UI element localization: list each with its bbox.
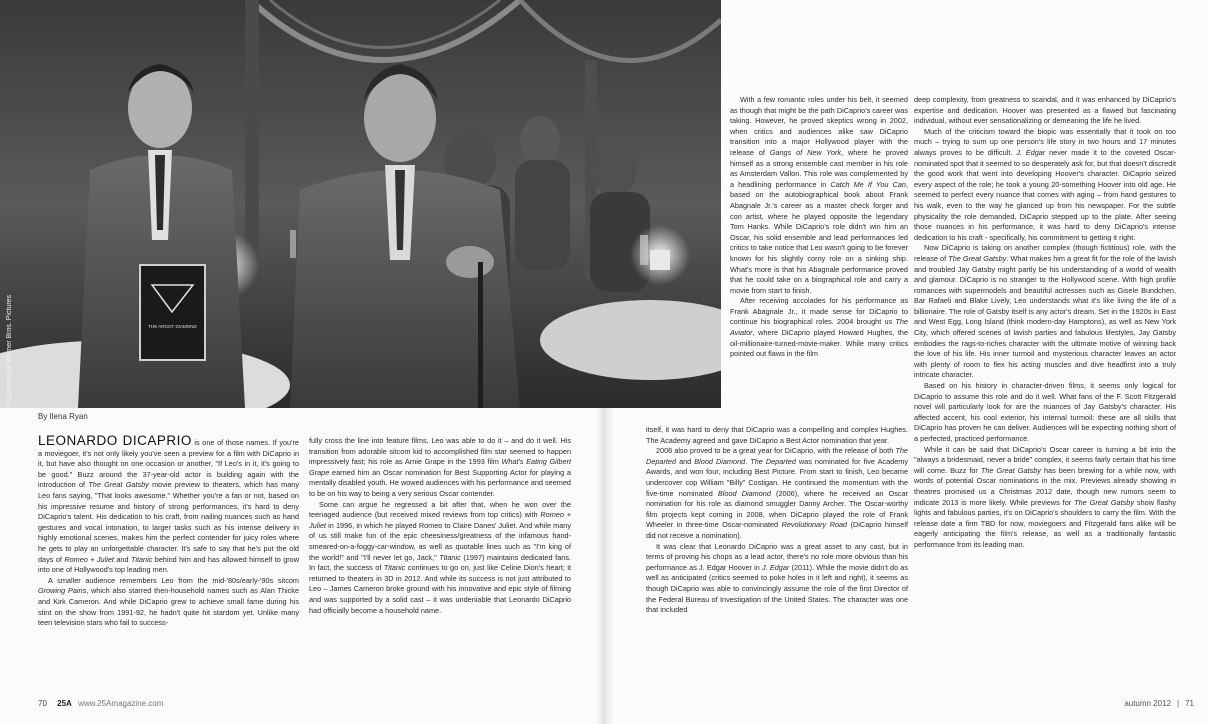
paragraph: After receiving accolades for his performance as Frank Abagnale Jr., it made sense for DiCaprio to continue his biographical roles. 2004 brought us The Aviator, where DiCaprio played Howard Hughes, the oil-millionaire-turned-movie-maker. While many critics pointed out flaws in the film: [730, 296, 908, 359]
paragraph: Much of the criticism toward the biopic was essentially that it took on too much – trying to sum up one person's life story in two hours and 17 minutes always proves to be difficult. J. Edgar never made it to the coveted Oscar-nominated spot that it seemed to so desperately ask for, but that doesn't discredit the good work that went into developing Hoover's character. DiCaprio seized every aspect of the role; he took a young 20-something Hoover into old age. He seemed to perfect every nuance that comes with aging – from hand gestures to his walk, even to the way he glanced up from his newspaper. For the subtle physicality the role demanded, DiCaprio stepped up to the plate. After seeing those nuances in his performance, it was hard to deny DiCaprio's intense dedication to his craft - specifically, his commitment to getting it right.: [914, 126, 1176, 242]
paragraph: Based on his history in character-driven films, it seems only logical for DiCaprio to assume this role and do it well. What fans of the F. Scott Fitzgerald novel will particularly look for are the nuances of Jay Gatsby's character. His affected accent, his cool exterior, his internal turmoil: these are all skills that DiCaprio has proven he can deliver. Audiences will be expecting nothing short of a perfected, practiced performance.: [914, 381, 1176, 443]
paragraph: Some can argue he regressed a bit after that, when he won over the teenaged audience (but received mixed reviews from top critics) with Romeo + Juliet in 1996, in which he played Romeo to Claire Danes' Juliet. And while many of us still make fun of the epic cheesiness/greatness of the infamous hand-smeared-on-a-foggy-car-window, as well as quotable lines such as "I'm king of the world!" and "I'll never let go, Jack," Titanic (1997) maintains dedicated fans. In fact, the success of Titanic continues to go on, just like Celine Dion's heart; it returned to theaters in 3D in 2012. And while its success is not just attributed to Leo – James Cameron broke ground with his innovative and epic style of filming and was supported by a solid cast – it was undeniable that Leonardo DiCaprio had officially become a household name.: [309, 499, 572, 615]
page-number-right: 71: [1185, 699, 1194, 708]
footer-divider: |: [1177, 699, 1180, 708]
magazine-logo: 25A: [57, 699, 72, 708]
paragraph: Now DiCaprio is taking on another complex (though fictitious) role, with the release of The Great Gatsby. What makes him a great fit for the role of the lavish and troubled Jay Gatsby might partly be his understanding of a world of wealth and glamour. DiCaprio is no stranger to the Hollywood scene. With high profile romances with supermodels and beautiful actresses such as Gisele Bundchen, Bar Rafaeli and Blake Lively, Leo understands what it's like living the life of a billionaire. The role of Gatsby itself is any actor's dream. Set in the 1920s in East and West Egg, Long Island (think modern-day Hamptons), as well as New York City, which offered scenes of lavish parties and fabulous lifestyles, Jay Gatsby embodies the rags-to-riches character with the ultimate motive of winning back the love of his life. His inner turmoil and mysterious character leaves an actor with plenty of room to flex his acting muscles and dive headfirst into a truly intricate character.: [914, 243, 1177, 380]
paragraph: A smaller audience remembers Leo from the mid-'80s/early-'90s sitcom Growing Pains, which also starred then-household names such as Alan Thicke and Kirk Cameron. And while DiCaprio grew to achieve small fame during his stint on the show from 1991-92, he hadn't quite hit stardom yet. Unlike many teen television stars who fail to success-: [38, 575, 299, 628]
issue-label: autumn 2012: [1124, 699, 1172, 708]
article-column-1: [38, 433, 300, 629]
menu-card-text: THE ARGOT DIAMOND: [148, 324, 197, 329]
page-number-left: 70: [38, 699, 47, 708]
article-column-3-upper: [730, 95, 908, 360]
article-column-4: [914, 95, 1176, 551]
paragraph: While it can be said that DiCaprio's Oscar career is turning a bit into the "always a bridesmaid, never a bride" complex, it seems fairly certain that his time will come. Buzz for The Great Gatsby has been brewing for a while now, with words of potential Oscar nominations in the mix. Previews already showing in theatres promised us a Christmas 2012 date, though new rumors seem to indicate 2013 is more likely. While previews for The Great Gatsby show flashy lights and fabulous parties, it's on DiCaprio's shoulders to carry the film. With the release date a firm TBD for now, moviegoers and Fitzgerald fans alike will be eagerly anticipating the film's release, as well as a traditionally fantastic performance from its leading man.: [914, 444, 1176, 549]
paragraph: It was clear that Leonardo DiCaprio was a great asset to any cast, but in terms of proving his chops as a lead actor, there's no role more obvious than his performance as J. Edgar Hoover in J. Edgar (2011). While the movie didn't do as well as anticipated (critics seemed to poke holes in it left and right), it seems as though DiCaprio was able to convincingly assume the role of the first Director of the Federal Bureau of Investigation of the United States. The character was one that included: [646, 541, 908, 615]
film-still-illustration: [0, 0, 721, 408]
paragraph: fully cross the line into feature films, Leo was able to do it – and do it well. His transition from adorable sitcom kid to accomplished film star seemed to happen impressively fast; his role as Arnie Grape in the 1993 film What's Eating Gilbert Grape earned him an Oscar nomination for Best Supporting Actor for playing a mentally disabled youth. He wowed audiences with his performance and seemed to be on his way to being a very serious Oscar contender.: [309, 436, 571, 498]
photo-credit: © Courtesy of Warner Bros. Pictures: [6, 294, 13, 408]
article-column-3-lower: [646, 425, 908, 616]
paragraph: With a few romantic roles under his belt, it seemed as though that might be the path DiCaprio's career was taking. However, he proved skeptics wrong in 2002, when critics and audiences alike saw DiCaprio transition into a major Hollywood player with the release of Gangs of New York, where he proved himself as a strong ensemble cast member in his role as Amsterdam Vallon. This role was complemented by a headlining performance in Catch Me If You Can, based on the autobiographical book about Frank Abagnale Jr.'s career as a master check forger and con artist, where he played opposite the legendary Tom Hanks. While DiCaprio's role didn't win him an Oscar, his solid ensemble and lead performances led critics to take notice that Leo wasn't going to be forever known for his slightly corny role on a sinking ship. What's more is that his Abagnale performance proved that he could take on a biographical role and carry a movie from start to finish.: [730, 95, 908, 295]
footer-left: [38, 699, 163, 708]
footer-right: [1124, 699, 1194, 708]
lead-name: LEONARDO DICAPRIO: [38, 433, 192, 448]
magazine-url: www.25Amagazine.com: [78, 699, 164, 708]
film-still-photo: [0, 0, 721, 408]
byline: By Ilena Ryan: [38, 412, 88, 421]
paragraph: itself, it was hard to deny that DiCaprio was a compelling and complex Hughes. The Academy agreed and gave DiCaprio a Best Actor nomination that year.: [646, 425, 908, 445]
paragraph: LEONARDO DICAPRIO is one of those names. If you're a moviegoer, it's not only likely you've seen a preview for a film with DiCaprio in it, but have also thought on one occasion or another, "If Leo's in it, it's going to be good." Buzz around the 37-year-old actor is building again with the introduction of The Great Gatsby movie preview to theaters, which has many Leo fans saying, "That looks awesome." Whether you're a fan or not, based on his impressive resume and history of strong performances, it's hard to deny DiCaprio's talent. His dedication to his craft, from nailing nuances such as hand gestures and vocal intonation, to larger tasks such as his intense delivery in highly emotional scenes, makes him the perfect contender for juicy roles where he gets to play an unforgettable character. It's safe to say that he's put the old days of Romeo + Juliet and Titanic behind him and has allowed himself to grow into one of Hollywood's top leading men.: [38, 433, 300, 575]
paragraph: deep complexity, from greatness to scandal, and it was enhanced by DiCaprio's expertise and dedication. Hoover was presented as a flawed but fascinating individual, without ever sensationalizing or demeaning the life he lived.: [914, 95, 1176, 126]
article-column-2: [309, 436, 571, 616]
paragraph: 2006 also proved to be a great year for DiCaprio, with the release of both The Departed and Blood Diamond. The Departed was nominated for five Academy Awards, and won four, including Best Picture. From start to finish, Leo became undercover cop William "Billy" Costigan. He continued the momentum with the five-time nominated Blood Diamond (2006), where he received an Oscar nomination for his role as diamond smuggler Danny Archer. The Oscar-worthy film projects kept coming in 2008, when DiCaprio played the role of Frank Wheeler in three-time Oscar-nominated Revolutionary Road (DiCaprio himself did not receive a nomination).: [646, 446, 909, 540]
